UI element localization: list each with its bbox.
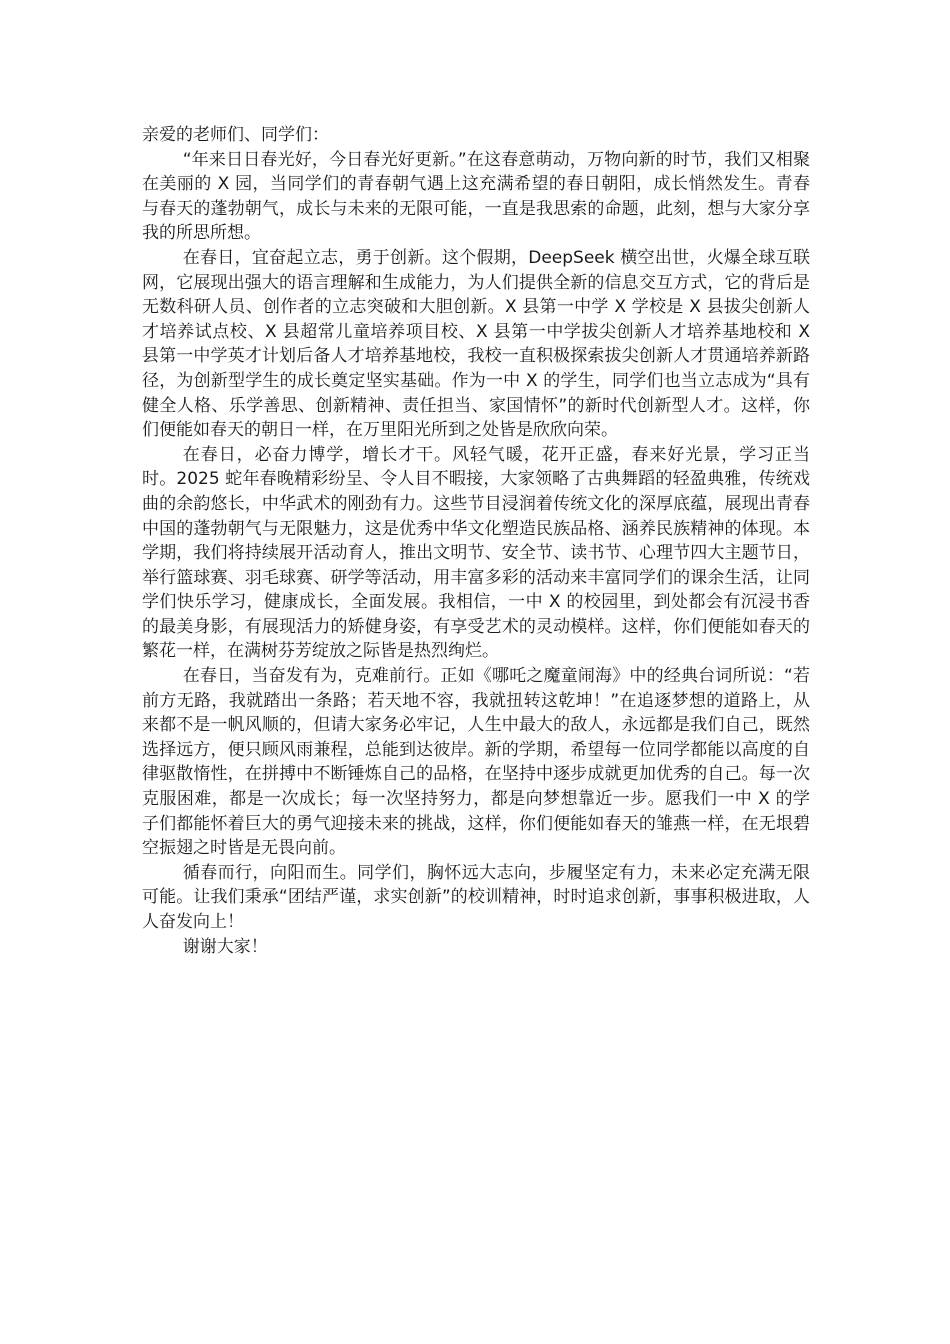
- paragraph-learning: 在春日，必奋力博学，增长才干。风轻气暖，花开正盛，春来好光景，学习正当时。2025 蛇年春晚精彩纷呈、令人目不暇接，大家领略了古典舞蹈的轻盈典雅，传统戏曲的余韵悠长，中华武术的刚劲有力。这些节目浸润着传统文化的深厚底蕴，展现出青春中国的蓬勃朝气与无限魅力，这是优秀中华文化塑造民族品格、涵养民族精神的体现。本学期，我们将持续展开活动育人，推出文明节、安全节、读书节、心理节四大主题节日，举行篮球赛、羽毛球赛、研学等活动，用丰富多彩的活动来丰富同学们的课余生活，让同学们快乐学习，健康成长，全面发展。我相信，一中 X 的校园里，到处都会有沉浸书香的最美身影，有展现活力的矫健身姿，有享受艺术的灵动模样。这样，你们便能如春天的繁花一样，在满树芬芳绽放之际皆是热烈绚烂。: [142, 444, 810, 662]
- paragraph-closing: 循春而行，向阳而生。同学们，胸怀远大志向，步履坚定有力，未来必定充满无限可能。让我们秉承“团结严谨，求实创新”的校训精神，时时追求创新，事事积极进取，人人奋发向上！: [142, 862, 810, 932]
- paragraph-opening: “年来日日春光好，今日春光好更新。”在这春意萌动，万物向新的时节，我们又相聚在美丽的 X 园，当同学们的青春朝气遇上这充满希望的春日朝阳，成长悄然发生。青春与春天的蓬勃朝气，成长与未来的无限可能，一直是我思索的命题，此刻，想与大家分享我的所思所想。: [142, 149, 810, 244]
- salutation: 亲爱的老师们、同学们：: [142, 125, 329, 145]
- paragraph-thanks: 谢谢大家！: [182, 936, 268, 957]
- speech-body: [142, 123, 810, 959]
- paragraph-innovation: 在春日，宜奋起立志，勇于创新。这个假期，DeepSeek 横空出世，火爆全球互联网，它展现出强大的语言理解和生成能力，为人们提供全新的信息交互方式，它的背后是无数科研人员、创作者的立志突破和大胆创新。X 县第一中学 X 学校是 X 县拔尖创新人才培养试点校、X 县超常儿童培养项目校、X 县第一中学拔尖创新人才培养基地校和 X 县第一中学英才计划后备人才培养基地校，我校一直积极探索拔尖创新人才贯通培养新路径，为创新型学生的成长奠定坚实基础。作为一中 X 的学生，同学们也当立志成为“具有健全人格、乐学善思、创新精神、责任担当、家国情怀”的新时代创新型人才。这样，你们便能如春天的朝日一样，在万里阳光所到之处皆是欣欣向荣。: [142, 247, 810, 441]
- paragraph-perseverance: 在春日，当奋发有为，克难前行。正如《哪吒之魔童闹海》中的经典台词所说：“若前方无路，我就踏出一条路；若天地不容，我就扭转这乾坤！”在追逐梦想的道路上，从来都不是一帆风顺的，但请大家务必牢记，人生中最大的敌人，永远都是我们自己，既然选择远方，便只顾风雨兼程，总能到达彼岸。新的学期，希望每一位同学都能以高度的自律驱散惰性，在拼搏中不断锤炼自己的品格，在坚持中逐步成就更加优秀的自己。每一次克服困难，都是一次成长；每一次坚持努力，都是向梦想靠近一步。愿我们一中 X 的学子们都能怀着巨大的勇气迎接未来的挑战，这样，你们便能如春天的雏燕一样，在无垠碧空振翅之时皆是无畏向前。: [142, 666, 810, 859]
